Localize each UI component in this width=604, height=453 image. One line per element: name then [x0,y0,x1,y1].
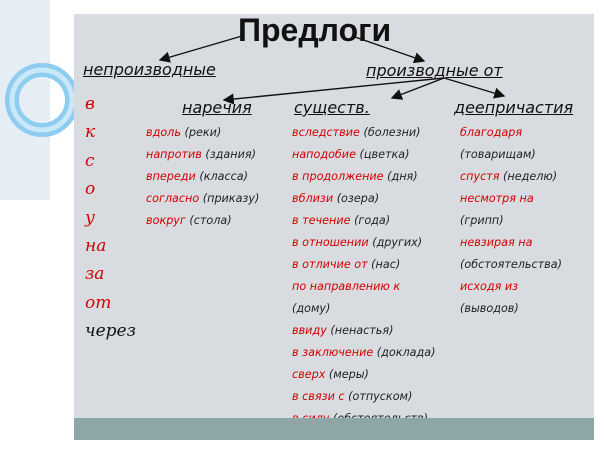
list-item: в отличие от (нас) [292,258,401,271]
list-item: благодаря [460,126,523,139]
list-item: ввиду (ненастья) [292,324,394,337]
list-item: (обстоятельства) [460,258,562,271]
list-item: (товарищам) [460,148,536,161]
nouns-heading: существ. [294,98,370,117]
non-derived-list [85,90,136,346]
list-item: спустя (неделю) [460,170,558,183]
gerunds-list [460,122,562,320]
list-item: по направлению к [292,280,401,293]
bottom-band [74,418,594,440]
list-item: в продолжение (дня) [292,170,418,183]
list-item: в [85,94,95,114]
list-item: в течение (года) [292,214,391,227]
nouns-list [292,122,435,430]
list-item: вокруг (стола) [146,214,232,227]
list-item: (выводов) [460,302,519,315]
list-item: вблизи (озера) [292,192,380,205]
list-item: на [85,236,107,257]
list-item: о [85,179,96,200]
preposition-chart-card [74,14,594,440]
list-item: наподобие (цветка) [292,148,410,161]
list-item: в связи с (отпуском) [292,390,413,403]
list-item: сверх (меры) [292,368,369,381]
decorative-ring-graphic [0,0,80,453]
list-item: впереди (класса) [146,170,248,183]
derived-heading: производные от [366,61,503,80]
page-title: Предлоги [238,14,392,48]
list-item: за [85,264,105,285]
list-item: у [85,207,95,228]
list-item: от [85,292,112,313]
adverbs-list [146,122,259,232]
list-item: согласно (приказу) [146,192,260,205]
list-item: невзирая на [460,236,533,249]
list-item: напротив (здания) [146,148,256,161]
list-item: через [85,321,136,342]
list-item: исходя из [460,280,519,293]
list-item: (дому) [292,302,331,315]
list-item: в отношении (других) [292,236,423,249]
list-item: вдоль (реки) [146,126,222,139]
list-item: к [85,122,96,143]
list-item: (грипп) [460,214,504,227]
non-derived-heading: непроизводные [83,60,216,79]
list-item: с [85,150,95,171]
list-item: вследствие (болезни) [292,126,421,139]
gerunds-heading: деепричастия [454,98,574,117]
list-item: несмотря на [460,192,534,205]
adverbs-heading: наречия [182,98,252,117]
list-item: в заключение (доклада) [292,346,436,359]
